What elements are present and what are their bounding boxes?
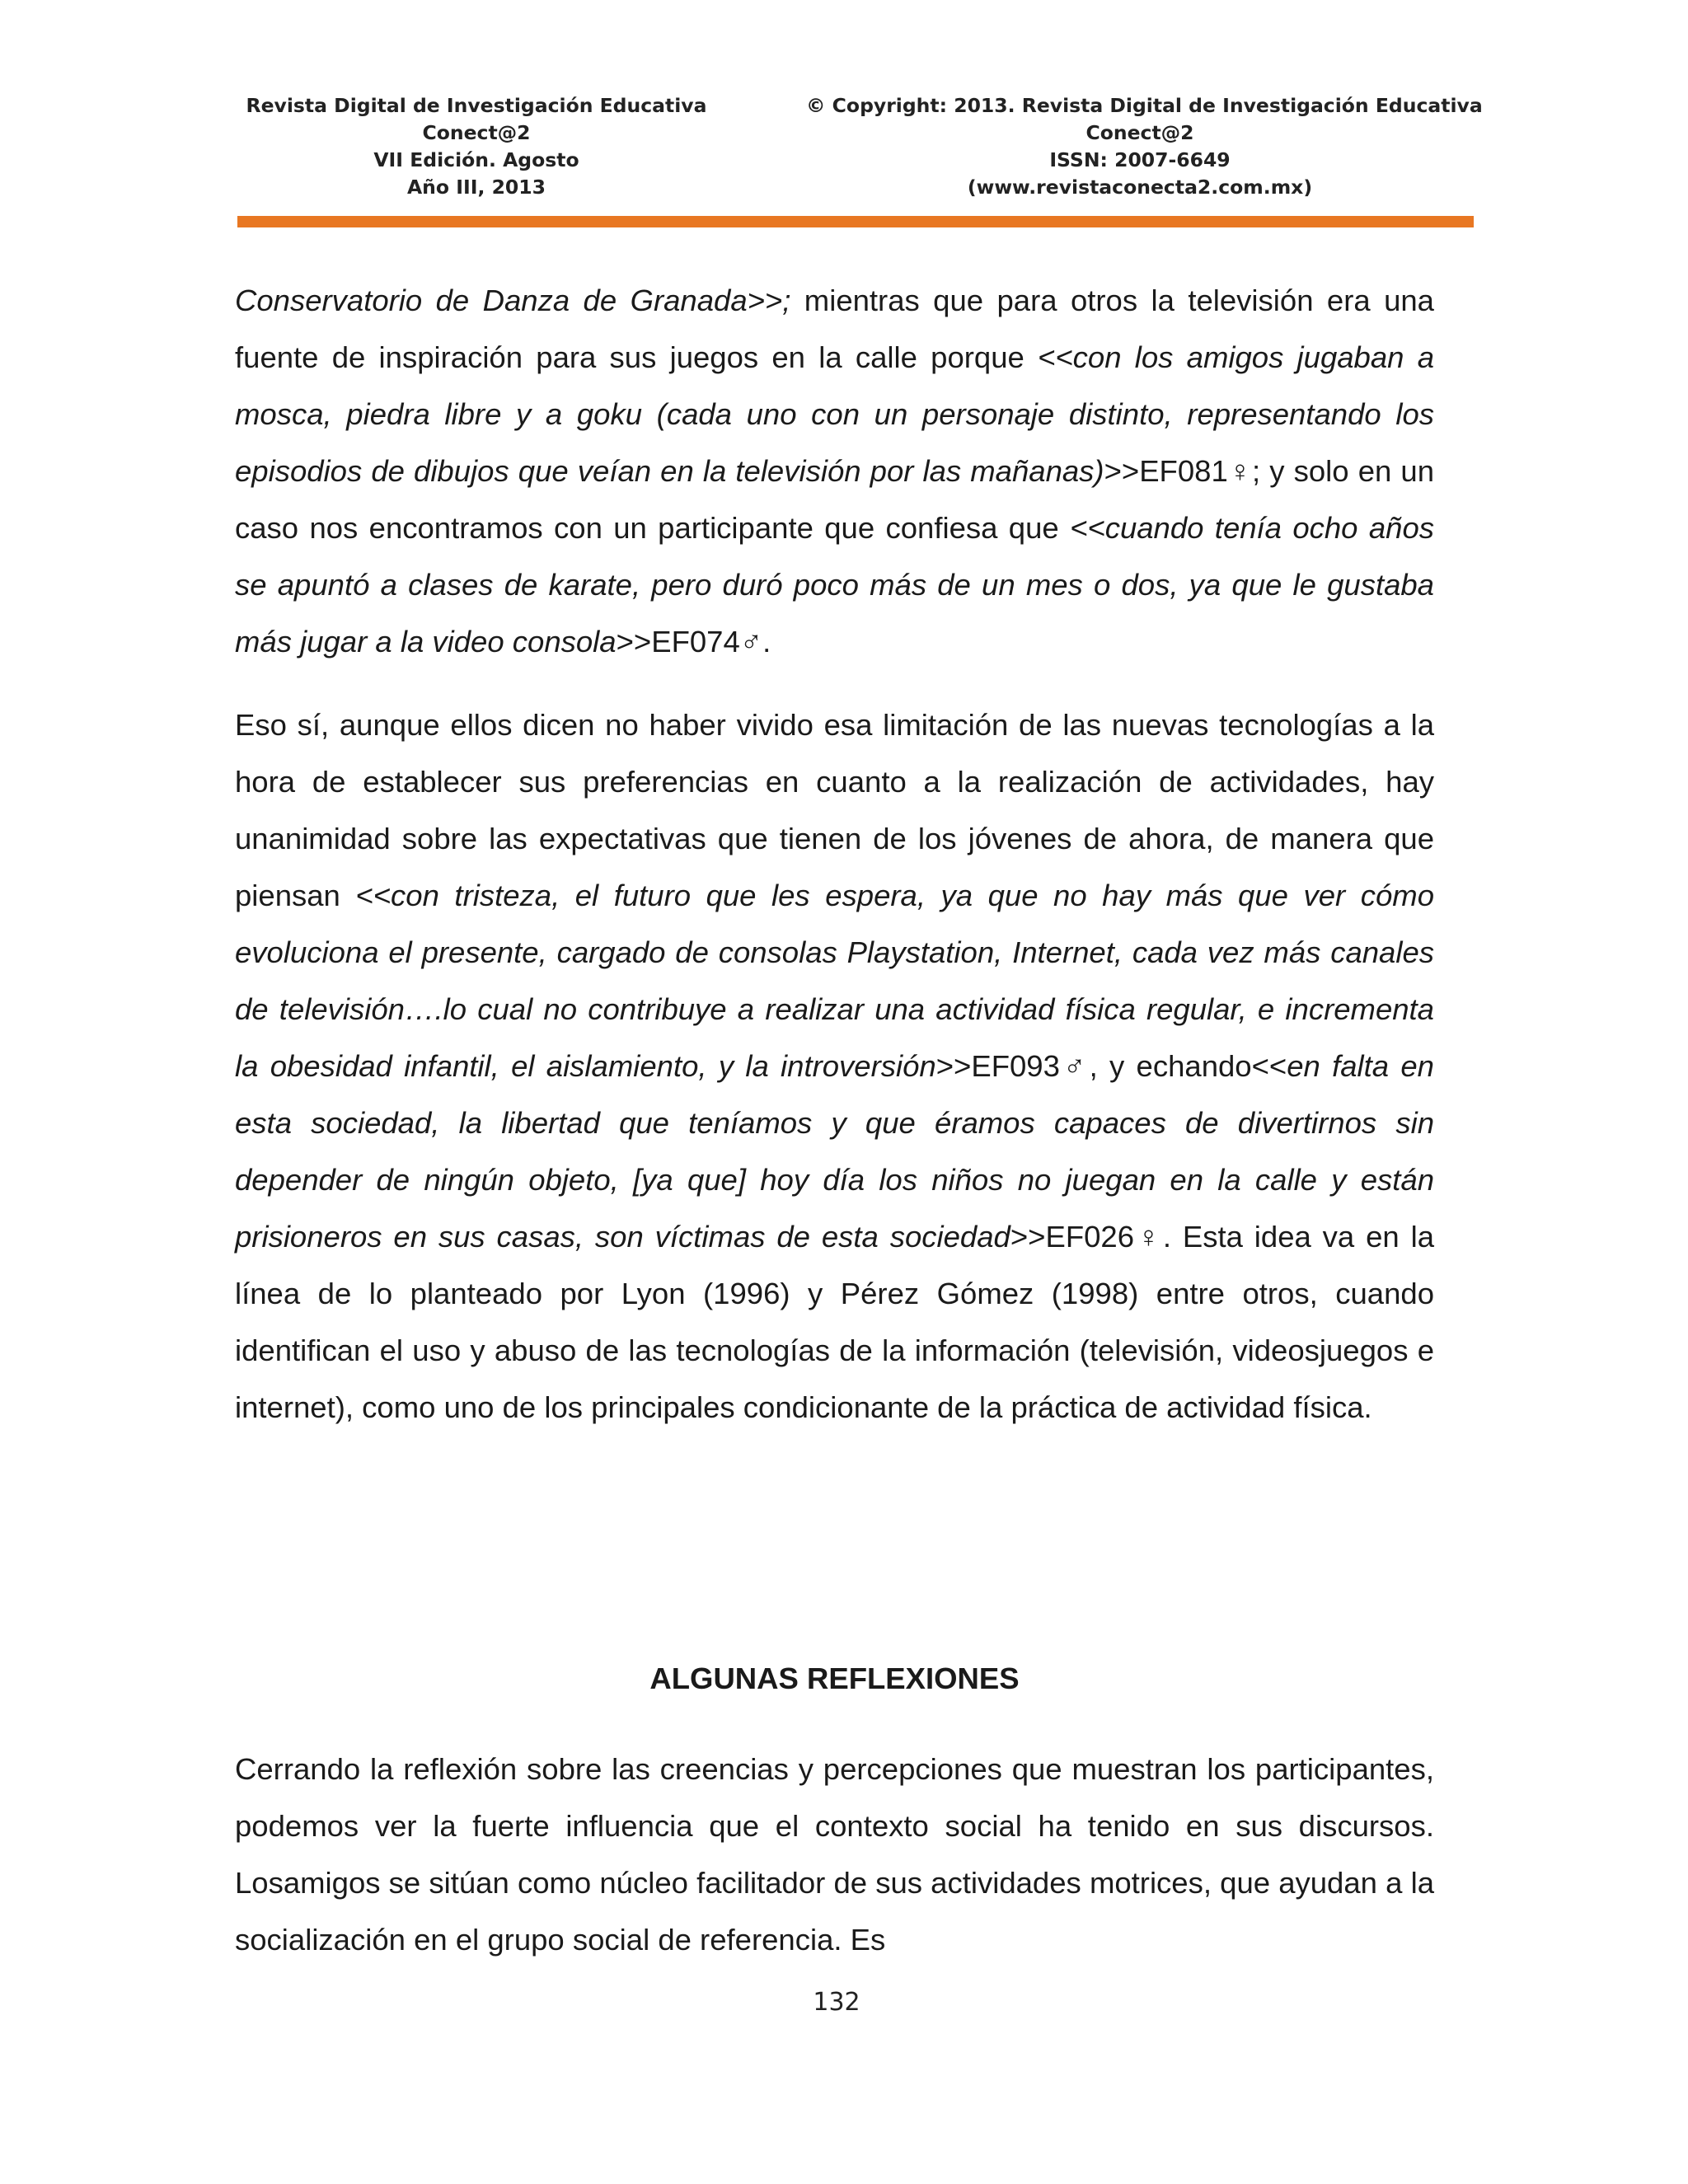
section-text	[235, 1741, 1434, 1968]
paragraph-1	[235, 272, 1434, 670]
text-run: Conservatorio de Danza de Granada>>;	[235, 284, 791, 317]
text-run: >>EF026♀. Esta idea va en la línea de lo planteado por Lyon (1996) y Pérez Gómez (1998) entre otros, cuando identifican el uso y abuso de las tecnologías de la información (televisión, videosjuegos e internet), como uno de los principales condicionante de la práctica de actividad física.	[235, 1220, 1434, 1424]
page-number: 132	[813, 1988, 860, 2017]
copyright-journal-name: Conect@2	[1085, 121, 1194, 144]
journal-year: Año III, 2013	[407, 176, 546, 199]
journal-title: Revista Digital de Investigación Educativa	[246, 94, 707, 117]
text-run: <<con tristeza, el futuro que les espera, ya que no hay más que ver cómo evoluciona el presente, cargado de consolas Playstation, Internet, cada vez más canales de televisión….lo cual no contribuye a realizar una actividad física regular, e incrementa la obesidad infantil, el aislamiento, y la introversión	[235, 879, 1434, 1083]
text-run: <<con los amigos jugaban a mosca, piedra libre y a goku (cada uno con un personaje distinto, representando los episodios de dibujos que veían en la televisión por las mañanas)	[235, 340, 1434, 488]
text-run: >>EF074♂.	[616, 625, 771, 658]
text-run: mientras que para otros la televisión era una fuente de inspiración para sus juegos en la calle porque	[235, 284, 1434, 374]
header-divider	[237, 216, 1474, 227]
main-text	[235, 272, 1434, 1436]
text-run: Eso sí, aunque ellos dicen no haber vivido esa limitación de las nuevas tecnologías a la hora de establecer sus preferencias en cuanto a la realización de actividades, hay unanimidad sobre las expectativas que tienen de los jóvenes de ahora, de manera que piensan	[235, 708, 1434, 912]
paragraph-3: Cerrando la reflexión sobre las creencias y percepciones que muestran los participantes, podemos ver la fuerte influencia que el contexto social ha tenido en sus discursos. Losamigos se sitúan como núcleo facilitador de sus actividades motrices, que ayudan a la socialización en el grupo social de referencia. Es	[235, 1752, 1434, 1957]
journal-name: Conect@2	[422, 121, 531, 144]
website: (www.revistaconecta2.com.mx)	[967, 176, 1313, 199]
copyright-line: © Copyright: 2013. Revista Digital de Investigación Educativa	[806, 94, 1483, 117]
text-run: en falta en esta sociedad, la libertad que teníamos y que éramos capaces de divertirnos sin depender de ningún objeto, [ya que] hoy día los niños no juegan en la calle y están prisioneros en sus casas, son víctimas de esta sociedad	[235, 1049, 1434, 1254]
copyright-info	[806, 92, 1483, 201]
text-run: >>EF093♂, y echando<<	[935, 1049, 1287, 1083]
journal-info	[237, 92, 715, 201]
paragraph-2	[235, 696, 1434, 1436]
page-header	[237, 92, 1483, 216]
text-run: >>EF081♀; y solo en un caso nos encontramos con un participante que confiesa que	[235, 454, 1434, 545]
journal-edition: VII Edición. Agosto	[373, 148, 579, 171]
text-run: <<cuando tenía ocho años se apuntó a clases de karate, pero duró poco más de un mes o dos, ya que le gustaba más jugar a la video consola	[235, 511, 1434, 658]
issn: ISSN: 2007-6649	[1049, 148, 1231, 171]
section-heading: ALGUNAS REFLEXIONES	[649, 1661, 1020, 1695]
